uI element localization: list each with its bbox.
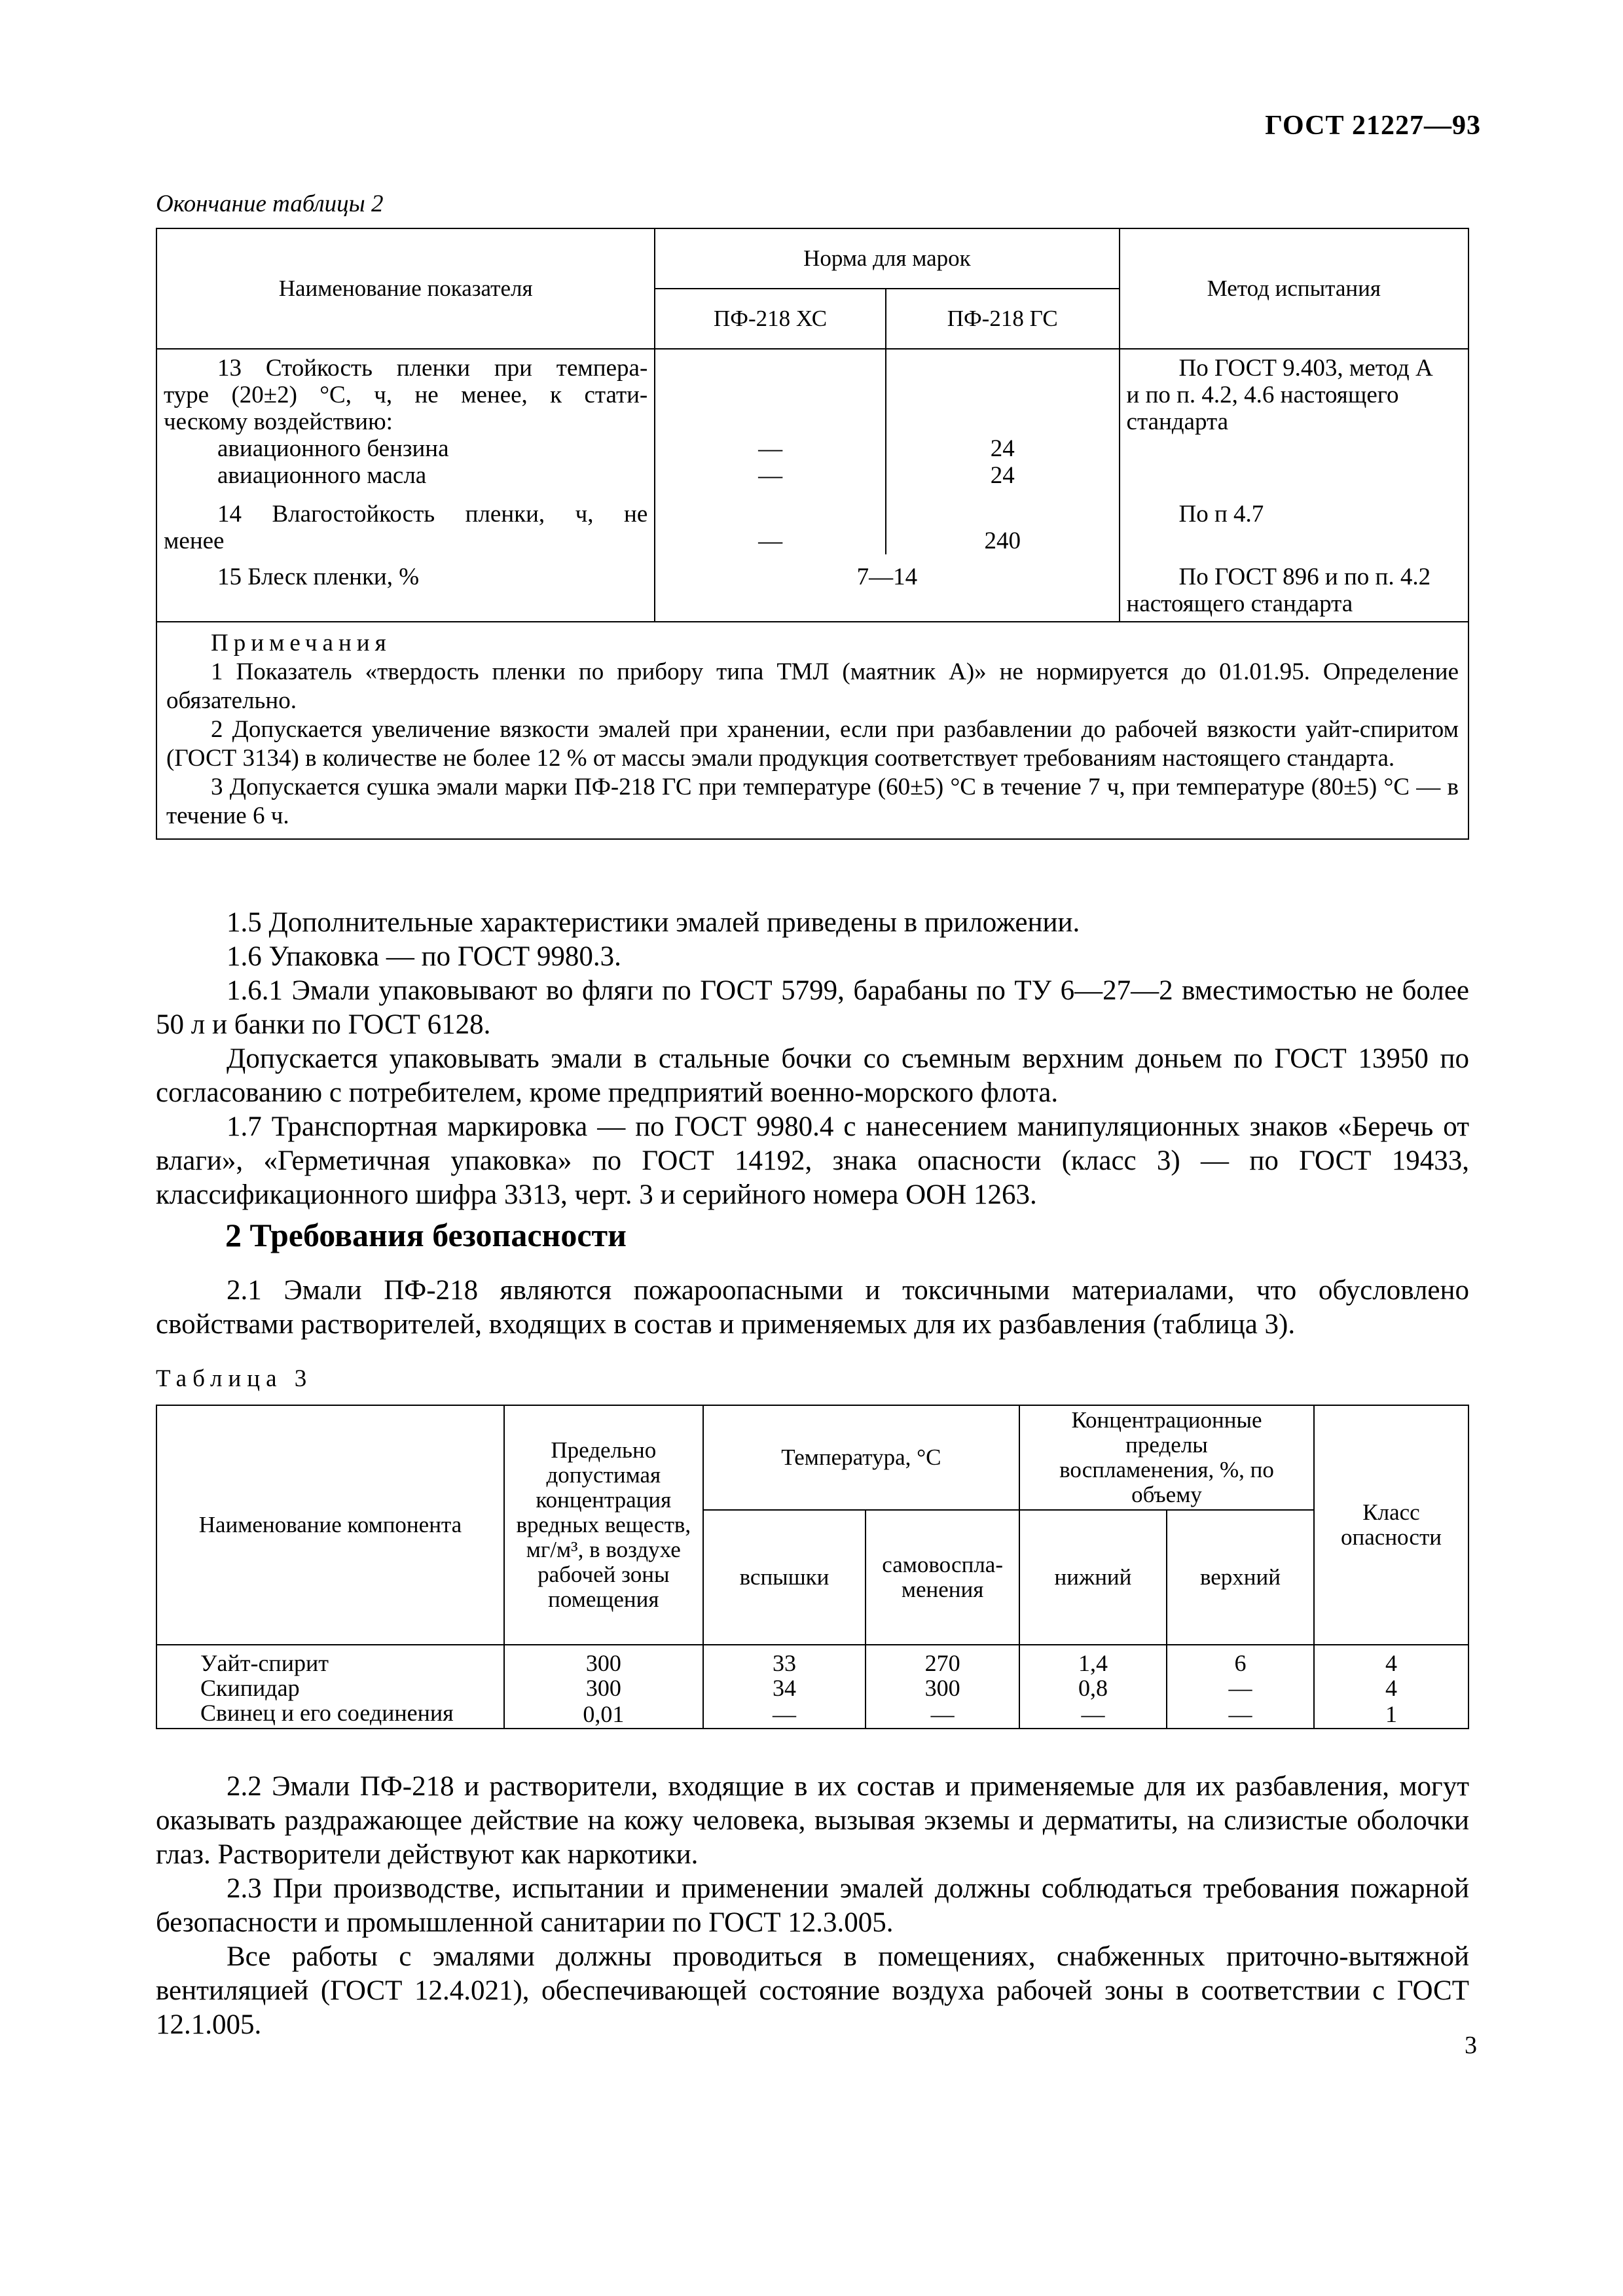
t3-cell: 34 bbox=[703, 1676, 866, 1700]
t2-header-norm: Норма для марок bbox=[655, 228, 1119, 289]
t2-row13-sub2: авиационного масла bbox=[217, 462, 427, 489]
t3-header-autoign: самовоспла-менения bbox=[866, 1510, 1019, 1645]
t2-row14-xc: — bbox=[758, 528, 783, 554]
paragraph-2-3: 2.3 При производстве, испытании и применении эмалей должны соблюдаться требования пожарной безопасности и промышленной санитарии по ГОСТ 12.3.005. bbox=[156, 1873, 1469, 1938]
t2-row13-method1: По ГОСТ 9.403, метод А bbox=[1178, 355, 1433, 382]
document-code: ГОСТ 21227—93 bbox=[1265, 111, 1481, 141]
paragraph-1-7: 1.7 Транспортная маркировка — по ГОСТ 9980.4 с нанесением манипуляционных знаков «Беречь от влаги», «Герметичная упаковка» по ГОСТ 14192, знака опасности (класс 3) — по ГОСТ 19433, классификационного шифра 3313, черт. 3 и серийного номера ООН 1263. bbox=[156, 1111, 1469, 1210]
t3-cell: 0,01 bbox=[504, 1700, 703, 1729]
t2-row13-method3: стандарта bbox=[1126, 408, 1229, 435]
t3-cell: 300 bbox=[504, 1645, 703, 1676]
page-number: 3 bbox=[1465, 2032, 1477, 2059]
t3-cell: — bbox=[703, 1700, 866, 1729]
t2-row14-line1: 14 Влагостойкость пленки, ч, не bbox=[217, 501, 648, 528]
t2-row15-name: 15 Блеск пленки, % bbox=[156, 554, 655, 622]
t2-header-grade-gc: ПФ-218 ГС bbox=[886, 289, 1120, 349]
paragraph-2-1-wrap bbox=[156, 1274, 1469, 1342]
paragraph-2-1: 2.1 Эмали ПФ-218 являются пожароопасными и токсичными материалами, что обусловлено свойствами растворителей, входящих в состав и применяемых для их разбавления (таблица 3). bbox=[156, 1275, 1469, 1340]
paragraph-2-2: 2.2 Эмали ПФ-218 и растворители, входящие в их состав и применяемые для их разбавления, могут оказывать раздражающее действие на кожу человека, вызывая экземы и дерматиты, на слизистые оболочки глаз. Растворители действуют как наркотики. bbox=[156, 1771, 1469, 1870]
t2-row13-line3: ческому воздействию: bbox=[164, 408, 393, 435]
t3-header-component: Наименование компонента bbox=[156, 1405, 504, 1645]
t3-cell: Скипидар bbox=[156, 1676, 504, 1700]
t3-cell: 270 bbox=[866, 1645, 1019, 1676]
t2-row13-line1: 13 Стойкость пленки при темпера- bbox=[217, 355, 648, 382]
t2-note-1: 1 Показатель «твердость пленки по прибору типа ТМЛ (маятник А)» не нормируется до 01.01.95. Определение обязательно. bbox=[166, 658, 1459, 714]
t2-row13-xc1: — bbox=[758, 435, 783, 462]
table3-caption: Таблица 3 bbox=[156, 1365, 313, 1392]
t2-row13-gc2: 24 bbox=[990, 462, 1015, 489]
paragraph-1-5: 1.5 Дополнительные характеристики эмалей приведены в приложении. bbox=[227, 907, 1080, 938]
t3-cell: — bbox=[1167, 1676, 1314, 1700]
t2-row13-gc1: 24 bbox=[990, 435, 1015, 462]
table-row bbox=[156, 489, 1468, 554]
t2-header-grade-xc: ПФ-218 ХС bbox=[655, 289, 886, 349]
t2-notes-title: Примечания bbox=[211, 630, 392, 656]
t3-cell: 300 bbox=[866, 1676, 1019, 1700]
t3-cell: Уайт-спирит bbox=[156, 1645, 504, 1676]
table-row bbox=[156, 554, 1468, 622]
table-row bbox=[156, 1700, 1468, 1729]
t3-cell: — bbox=[1167, 1700, 1314, 1729]
t2-notes bbox=[156, 622, 1468, 839]
table-row bbox=[156, 349, 1468, 489]
t3-cell: 6 bbox=[1167, 1645, 1314, 1676]
t2-note-3: 3 Допускается сушка эмали марки ПФ-218 ГС при температуре (60±5) °С в течение 7 ч, при температуре (80±5) °С — в течение 6 ч. bbox=[166, 774, 1459, 829]
table2 bbox=[156, 228, 1469, 840]
t2-row14-line2: менее bbox=[164, 528, 225, 554]
table-row bbox=[156, 1645, 1468, 1676]
section1-paragraphs bbox=[156, 906, 1469, 1212]
t3-cell: Свинец и его соединения bbox=[156, 1700, 504, 1729]
paragraph-2-3-cont: Все работы с эмалями должны проводиться в помещениях, снабженных приточно-вытяжной вентиляцией (ГОСТ 12.4.021), обеспечивающей состояние воздуха рабочей зоны в соответствии с ГОСТ 12.1.005. bbox=[156, 1941, 1469, 2040]
t3-cell: 4 bbox=[1314, 1645, 1468, 1676]
t3-header-upper: верхний bbox=[1167, 1510, 1314, 1645]
paragraph-1-6-1-cont: Допускается упаковывать эмали в стальные бочки со съемным верхним доньем по ГОСТ 13950 по согласованию с потребителем, кроме предприятий военно-морского флота. bbox=[156, 1043, 1469, 1108]
t2-row15-method2: настоящего стандарта bbox=[1126, 590, 1353, 617]
t2-note-2: 2 Допускается увеличение вязкости эмалей при хранении, если при разбавлении до рабочей вязкости уайт-спиритом (ГОСТ 3134) в количестве не более 12 % от массы эмали продукция соответствует требованиям настоящего стандарта. bbox=[166, 716, 1459, 772]
paragraph-1-6-1: 1.6.1 Эмали упаковывают во фляги по ГОСТ 5799, барабаны по ТУ 6—27—2 вместимостью не более 50 л и банки по ГОСТ 6128. bbox=[156, 975, 1469, 1040]
t3-cell: — bbox=[1019, 1700, 1167, 1729]
t3-header-mac: Предельно допустимая концентрация вредных веществ, мг/м³, в воздухе рабочей зоны помещения bbox=[504, 1405, 703, 1645]
t2-header-method: Метод испытания bbox=[1120, 228, 1468, 349]
t3-cell: 4 bbox=[1314, 1676, 1468, 1700]
t3-cell: — bbox=[866, 1700, 1019, 1729]
table2-caption: Окончание таблицы 2 bbox=[156, 190, 384, 217]
t3-header-flash: вспышки bbox=[703, 1510, 866, 1645]
t3-cell: 33 bbox=[703, 1645, 866, 1676]
t2-row13-line2: туре (20±2) °С, ч, не менее, к стати- bbox=[164, 382, 648, 408]
t2-row13-sub1: авиационного бензина bbox=[217, 435, 449, 462]
t2-row14-method: По п 4.7 bbox=[1178, 501, 1264, 528]
t2-row13-method2: и по п. 4.2, 4.6 настоящего bbox=[1126, 382, 1399, 408]
table-row bbox=[156, 1676, 1468, 1700]
t3-cell: 0,8 bbox=[1019, 1676, 1167, 1700]
t3-cell: 300 bbox=[504, 1676, 703, 1700]
t2-row14-gc: 240 bbox=[984, 528, 1021, 554]
t3-cell: 1 bbox=[1314, 1700, 1468, 1729]
t2-row15-method1: По ГОСТ 896 и по п. 4.2 bbox=[1178, 564, 1431, 590]
section2-paragraphs bbox=[156, 1770, 1469, 2042]
t3-header-temp: Температура, °С bbox=[703, 1405, 1019, 1510]
table3 bbox=[156, 1405, 1469, 1729]
t3-header-limits: Концентрационные пределы воспламенения, %, по объему bbox=[1019, 1405, 1314, 1510]
t2-row15-value: 7—14 bbox=[655, 554, 1119, 622]
section2-title: 2 Требования безопасности bbox=[225, 1217, 627, 1253]
t3-cell: 1,4 bbox=[1019, 1645, 1167, 1676]
t2-header-name: Наименование показателя bbox=[156, 228, 655, 349]
t3-header-hazard: Класс опасности bbox=[1314, 1405, 1468, 1645]
t3-header-lower: нижний bbox=[1019, 1510, 1167, 1645]
t2-row13-xc2: — bbox=[758, 462, 783, 489]
paragraph-1-6: 1.6 Упаковка — по ГОСТ 9980.3. bbox=[227, 941, 621, 972]
